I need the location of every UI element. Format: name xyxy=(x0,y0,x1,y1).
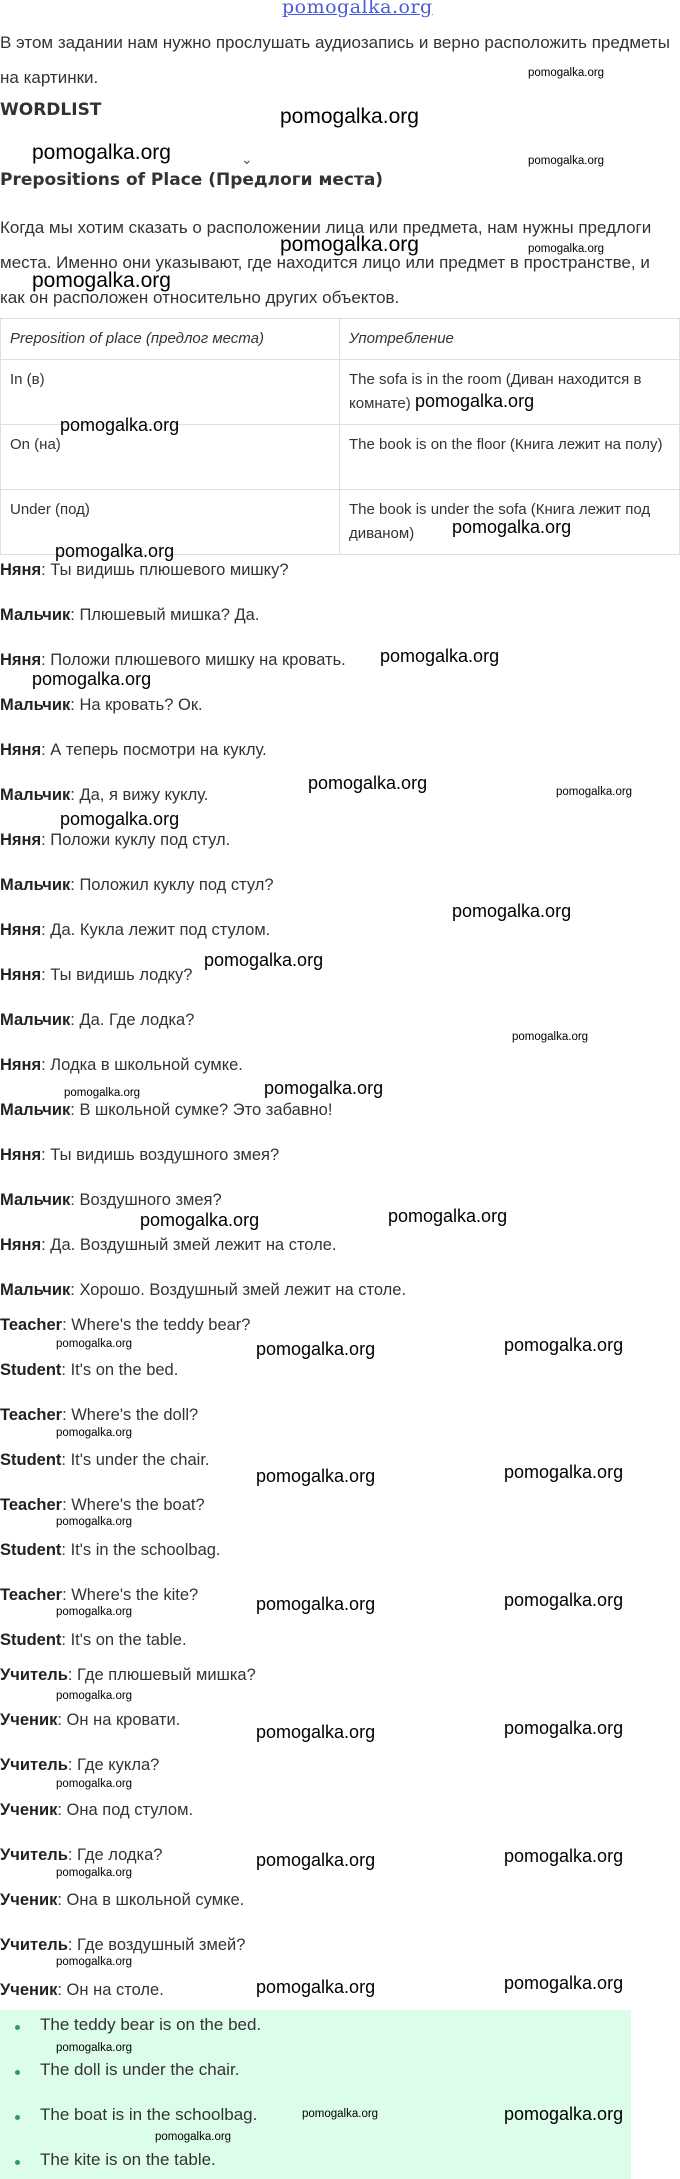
table-cell: In (в) xyxy=(1,360,340,425)
table-header-row xyxy=(1,319,680,360)
dialogue-line: Няня: Да. Кукла лежит под стулом. xyxy=(0,921,271,939)
answer-item: The boat is in the schoolbag. xyxy=(40,2105,258,2124)
watermark: pomogalka.org xyxy=(528,243,605,255)
section-title: Prepositions of Place (Предлоги места) xyxy=(0,170,384,190)
qa-line: Teacher: Where's the kite? xyxy=(0,1586,199,1604)
watermark: pomogalka.org xyxy=(56,1867,133,1879)
watermark: pomogalka.org xyxy=(56,1338,133,1350)
qa-line: Учитель: Где плюшевый мишка? xyxy=(0,1666,256,1684)
dialogue-line: Няня: Ты видишь плюшевого мишку? xyxy=(0,561,289,579)
watermark: pomogalka.org xyxy=(32,669,152,689)
dialogue-line: Мальчик: Плюшевый мишка? Да. xyxy=(0,606,260,624)
table-cell: Under (под) xyxy=(1,490,340,555)
watermark: pomogalka.org xyxy=(64,1087,141,1099)
dialogue-line: Няня: Лодка в школьной сумке. xyxy=(0,1056,243,1074)
dialogue-line: Мальчик: Да, я вижу куклу. xyxy=(0,786,209,804)
watermark: pomogalka.org xyxy=(204,950,324,970)
qa-line: Teacher: Where's the teddy bear? xyxy=(0,1316,251,1334)
qa-line: Student: It's in the schoolbag. xyxy=(0,1541,221,1559)
answer-item: The kite is on the table. xyxy=(40,2150,216,2169)
watermark: pomogalka.org xyxy=(56,1427,133,1439)
qa-line: Учитель: Где лодка? xyxy=(0,1846,163,1864)
dialogue-line: Няня: Положи плюшевого мишку на кровать. xyxy=(0,651,346,669)
watermark: pomogalka.org xyxy=(556,786,633,798)
watermark: pomogalka.org xyxy=(32,141,171,164)
watermark: pomogalka.org xyxy=(155,2131,232,2143)
watermark: pomogalka.org xyxy=(256,1339,376,1359)
watermark: pomogalka.org xyxy=(56,1778,133,1790)
watermark: pomogalka.org xyxy=(504,1973,624,1993)
watermark: pomogalka.org xyxy=(56,1606,133,1618)
bullet-icon xyxy=(15,2160,20,2165)
watermark: pomogalka.org xyxy=(256,1594,376,1614)
watermark: pomogalka.org xyxy=(452,517,572,537)
dialogue-line: Няня: Да. Воздушный змей лежит на столе. xyxy=(0,1236,337,1254)
watermark: pomogalka.org xyxy=(512,1031,589,1043)
watermark: pomogalka.org xyxy=(55,541,175,561)
watermark: pomogalka.org xyxy=(504,2104,624,2124)
watermark: pomogalka.org xyxy=(264,1078,384,1098)
table-cell: On (на) xyxy=(1,425,340,490)
watermark: pomogalka.org xyxy=(452,901,572,921)
wordlist-heading: WORDLIST xyxy=(0,100,102,120)
qa-line: Student: It's under the chair. xyxy=(0,1451,210,1469)
qa-line: Ученик: Он на столе. xyxy=(0,1981,164,1999)
qa-line: Teacher: Where's the boat? xyxy=(0,1496,205,1514)
qa-line: Student: It's on the table. xyxy=(0,1631,187,1649)
watermark: pomogalka.org xyxy=(56,1956,133,1968)
site-header-link[interactable]: pomogalka.org xyxy=(282,0,433,18)
table-cell: The book is under the sofa (Книга лежит под диваном) xyxy=(340,490,680,555)
watermark: pomogalka.org xyxy=(56,2042,133,2054)
dialogue-line: Няня: Ты видишь лодку? xyxy=(0,966,193,984)
dialogue-line: Няня: А теперь посмотри на куклу. xyxy=(0,741,267,759)
prepositions-table xyxy=(0,318,680,555)
dialogue-line: Мальчик: Да. Где лодка? xyxy=(0,1011,195,1029)
answer-item: The teddy bear is on the bed. xyxy=(40,2015,262,2034)
qa-line: Ученик: Она под стулом. xyxy=(0,1801,194,1819)
dialogue-line: Мальчик: На кровать? Ок. xyxy=(0,696,203,714)
watermark: pomogalka.org xyxy=(302,2108,379,2120)
watermark: pomogalka.org xyxy=(504,1718,624,1738)
watermark: pomogalka.org xyxy=(388,1206,508,1226)
watermark: pomogalka.org xyxy=(256,1466,376,1486)
dialogue-line: Няня: Положи куклу под стул. xyxy=(0,831,231,849)
bullet-icon xyxy=(15,2070,20,2075)
watermark: pomogalka.org xyxy=(415,391,535,411)
dialogue-line: Мальчик: Положил куклу под стул? xyxy=(0,876,274,894)
dialogue-line: Мальчик: Хорошо. Воздушный змей лежит на столе. xyxy=(0,1281,407,1299)
watermark: pomogalka.org xyxy=(56,1516,133,1528)
watermark: pomogalka.org xyxy=(140,1210,260,1230)
answer-item: The doll is under the chair. xyxy=(40,2060,240,2079)
qa-line: Учитель: Где кукла? xyxy=(0,1756,160,1774)
table-header-cell: Preposition of place (предлог места) xyxy=(1,319,340,360)
watermark: pomogalka.org xyxy=(280,105,419,128)
qa-line: Teacher: Where's the doll? xyxy=(0,1406,199,1424)
intro-paragraph: В этом задании нам нужно прослушать аудиозапись и верно расположить предметы на картинки. xyxy=(0,33,670,87)
watermark: pomogalka.org xyxy=(380,646,500,666)
watermark: pomogalka.org xyxy=(504,1846,624,1866)
watermark: pomogalka.org xyxy=(56,1690,133,1702)
watermark: pomogalka.org xyxy=(60,415,180,435)
watermark: pomogalka.org xyxy=(256,1722,376,1742)
section-paragraph: Когда мы хотим сказать о расположении лица или предмета, нам нужны предлоги места. Именно они указывают, где находится лицо или предмет в пространстве, и как он расположен относительно других объектов. xyxy=(0,218,652,307)
qa-line: Ученик: Она в школьной сумке. xyxy=(0,1891,245,1909)
qa-line: Ученик: Он на кровати. xyxy=(0,1711,181,1729)
watermark: pomogalka.org xyxy=(504,1590,624,1610)
watermark: pomogalka.org xyxy=(32,269,171,292)
table-cell: The book is on the floor (Книга лежит на полу) xyxy=(340,425,680,490)
watermark: pomogalka.org xyxy=(528,67,605,79)
watermark: pomogalka.org xyxy=(308,773,428,793)
watermark: pomogalka.org xyxy=(504,1335,624,1355)
watermark: pomogalka.org xyxy=(280,233,419,256)
qa-line: Учитель: Где воздушный змей? xyxy=(0,1936,246,1954)
bullet-icon xyxy=(15,2025,20,2030)
watermark: pomogalka.org xyxy=(256,1977,376,1997)
dropdown-caret-icon: ⌄ xyxy=(241,151,253,167)
watermark: pomogalka.org xyxy=(60,809,180,829)
dialogue-line: Мальчик: В школьной сумке? Это забавно! xyxy=(0,1101,333,1119)
dialogue-line: Мальчик: Воздушного змея? xyxy=(0,1191,222,1209)
watermark: pomogalka.org xyxy=(528,155,605,167)
qa-line: Student: It's on the bed. xyxy=(0,1361,179,1379)
watermark: pomogalka.org xyxy=(256,1850,376,1870)
table-cell: The sofa is in the room (Диван находится в комнате) xyxy=(340,360,680,425)
bullet-icon xyxy=(15,2115,20,2120)
table-header-cell: Употребление xyxy=(340,319,680,360)
dialogue-line: Няня: Ты видишь воздушного змея? xyxy=(0,1146,280,1164)
watermark: pomogalka.org xyxy=(504,1462,624,1482)
